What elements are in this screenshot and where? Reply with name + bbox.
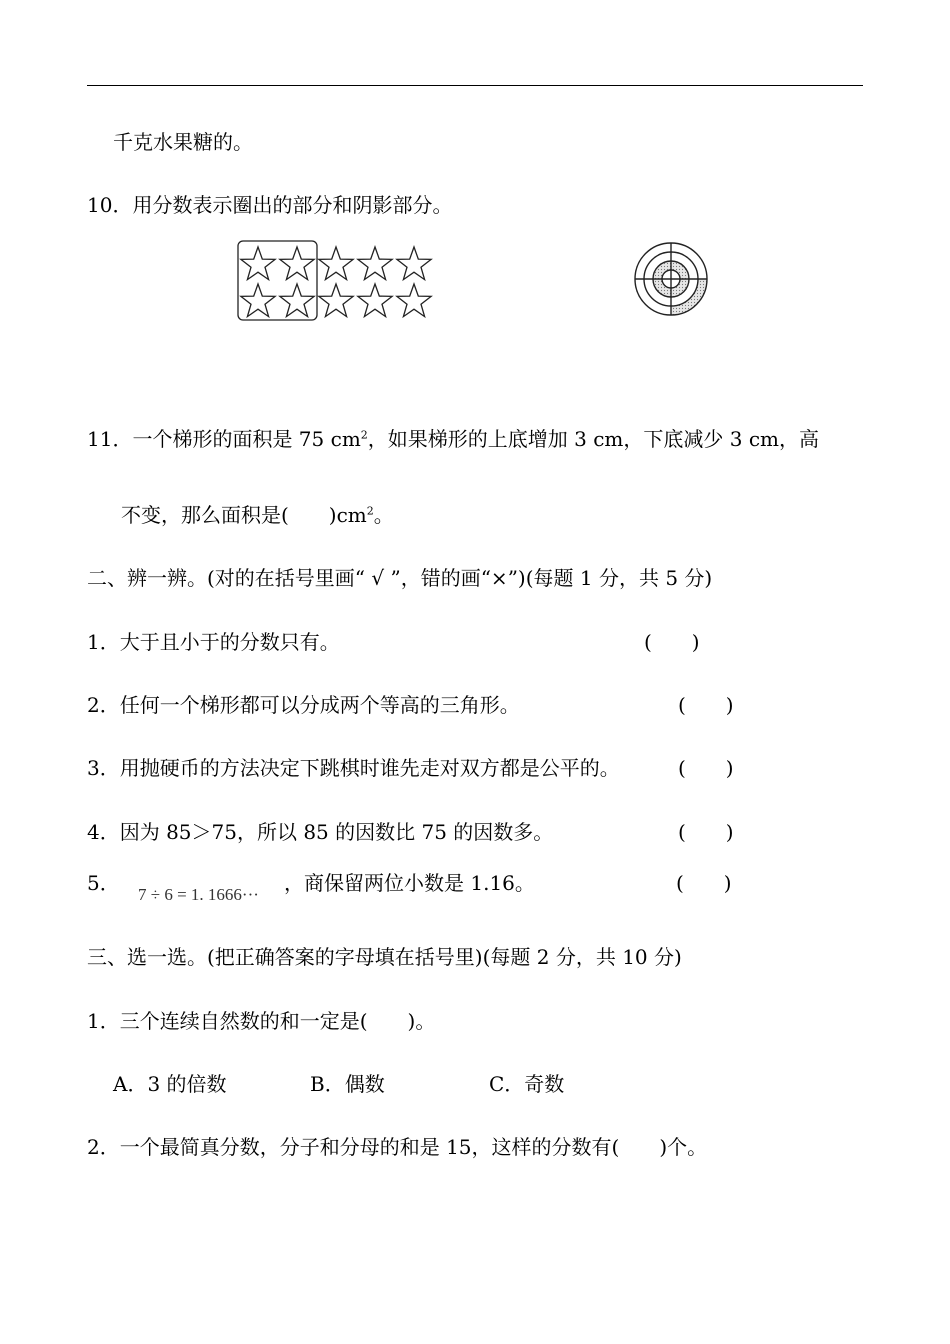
- s3-q1-option-b: B．偶数: [310, 1072, 385, 1096]
- header-rule: [87, 85, 863, 86]
- s2-item5-equation: 7 ÷ 6 = 1. 1666···: [138, 885, 259, 904]
- s2-item2-text: 2．任何一个梯形都可以分成两个等高的三角形。: [87, 693, 520, 717]
- stars-figure: [232, 236, 442, 324]
- star-icon: [397, 284, 431, 317]
- section2-heading: 二、辨一辨。(对的在括号里画“ √ ”，错的画“×”)(每题 1 分，共 5 分): [87, 566, 713, 590]
- s3-q1-option-a: A．3 的倍数: [113, 1072, 227, 1096]
- star-icon: [358, 284, 392, 317]
- target-figure: [630, 238, 712, 320]
- s2-item5-num: 5．: [87, 871, 120, 895]
- star-icon: [280, 247, 314, 280]
- q9-tail-line: 千克水果糖的。: [113, 130, 253, 154]
- s2-item4-blank[interactable]: ( ): [678, 820, 734, 844]
- q11-line2: 不变，那么面积是( )$cm^2$。: [121, 503, 394, 527]
- s2-item1-blank[interactable]: ( ): [644, 630, 700, 654]
- s3-q2-text: 2．一个最简真分数，分子和分母的和是 15，这样的分数有( )个。: [87, 1135, 708, 1159]
- s2-item3-blank[interactable]: ( ): [678, 756, 734, 780]
- star-icon: [358, 247, 392, 280]
- s2-item5-text: ，商保留两位小数是 1.16。: [284, 871, 535, 895]
- s3-q1-option-c: C．奇数: [489, 1072, 565, 1096]
- star-icon: [241, 247, 275, 280]
- s2-item4-text: 4．因为 85＞75，所以 85 的因数比 75 的因数多。: [87, 820, 554, 844]
- star-icon: [280, 284, 314, 317]
- s2-item3-text: 3．用抛硬币的方法决定下跳棋时谁先走对双方都是公平的。: [87, 756, 620, 780]
- q11-line1: 11．一个梯形的面积是 75 $cm^2$，如果梯形的上底增加 3 cm，下底减少 3 cm，高: [87, 427, 819, 451]
- s2-item2-blank[interactable]: ( ): [678, 693, 734, 717]
- s3-q1-text: 1．三个连续自然数的和一定是( )。: [87, 1009, 436, 1033]
- s2-item1-text: 1．大于且小于的分数只有。: [87, 630, 340, 654]
- star-icon: [397, 247, 431, 280]
- q10-text: 10．用分数表示圈出的部分和阴影部分。: [87, 193, 453, 217]
- star-icon: [241, 284, 275, 317]
- star-icon: [319, 284, 353, 317]
- star-icon: [319, 247, 353, 280]
- section3-heading: 三、选一选。(把正确答案的字母填在括号里)(每题 2 分，共 10 分): [87, 945, 682, 969]
- s2-item5-blank[interactable]: ( ): [676, 871, 732, 895]
